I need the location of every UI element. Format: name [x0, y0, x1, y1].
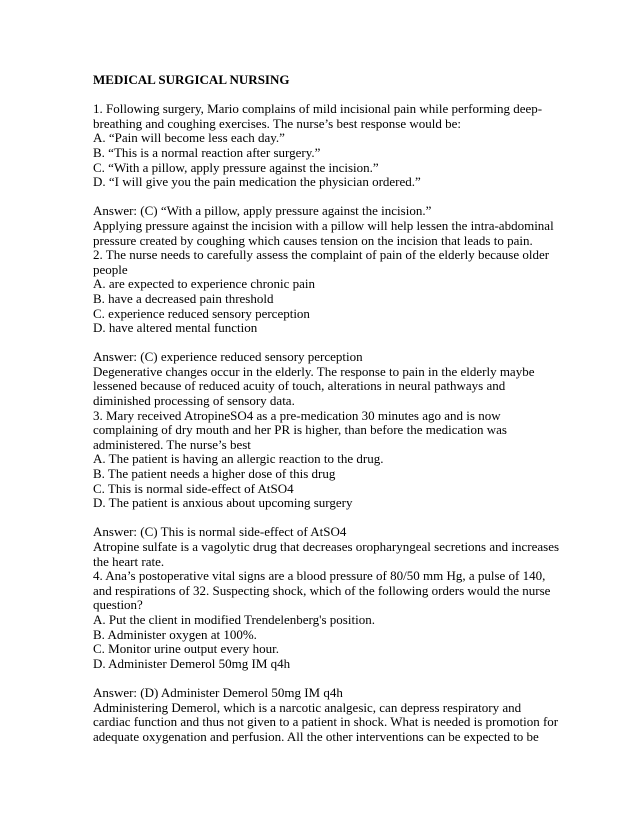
paragraph-gap [93, 511, 553, 526]
text-line: 3. Mary received AtropineSO4 as a pre-medication 30 minutes ago and is now [93, 407, 501, 423]
text-line: Answer: (D) Administer Demerol 50mg IM q4h [93, 684, 343, 700]
text-line: 1. Following surgery, Mario complains of mild incisional pain while performing deep- [93, 101, 543, 117]
text-line: A. “Pain will become less each day.” [93, 130, 285, 146]
text-line: lessened because of reduced acuity of touch, alterations in neural pathways and [93, 378, 506, 394]
text-line: C. This is normal side-effect of AtSO4 [93, 480, 294, 496]
text-line: D. have altered mental function [93, 320, 258, 336]
text-line: B. have a decreased pain threshold [93, 290, 274, 306]
text-line: people [93, 261, 128, 277]
text-line: question? [93, 597, 143, 613]
text-line: B. “This is a normal reaction after surgery.” [93, 144, 321, 160]
text-line: C. Monitor urine output every hour. [93, 641, 279, 657]
text-line: D. Administer Demerol 50mg IM q4h [93, 655, 291, 671]
text-line: complaining of dry mouth and her PR is higher, than before the medication was [93, 422, 507, 438]
text-line: Administering Demerol, which is a narcotic analgesic, can depress respiratory and [93, 699, 522, 715]
document-text [93, 101, 560, 744]
text-line: C. “With a pillow, apply pressure against the incision.” [93, 159, 379, 175]
text-line: pressure created by coughing which causes tension on the incision that leads to pain. [93, 232, 533, 248]
text-line: adequate oxygenation and perfusion. All the other interventions can be expected to be [93, 728, 539, 744]
document-body [93, 72, 560, 744]
text-line: and respirations of 32. Suspecting shock, which of the following orders would the nurse [93, 582, 551, 598]
text-line: Applying pressure against the incision with a pillow will help lessen the intra-abdominal [93, 217, 554, 233]
text-line: Degenerative changes occur in the elderly. The response to pain in the elderly maybe [93, 363, 535, 379]
paragraph-gap [93, 190, 553, 205]
text-line: A. The patient is having an allergic reaction to the drug. [93, 451, 384, 467]
text-line: C. experience reduced sensory perception [93, 305, 310, 321]
text-line: administered. The nurse’s best [93, 436, 251, 452]
text-line: 2. The nurse needs to carefully assess the complaint of pain of the elderly because older [93, 247, 550, 263]
text-line: diminished processing of sensory data. [93, 393, 295, 409]
text-line: Atropine sulfate is a vagolytic drug that decreases oropharyngeal secretions and increases [93, 539, 560, 554]
text-line: D. “I will give you the pain medication the physician ordered.” [93, 174, 421, 190]
text-line: the heart rate. [93, 553, 165, 569]
paragraph-gap [93, 336, 553, 351]
text-line: B. The patient needs a higher dose of this drug [93, 466, 336, 482]
text-line: A. are expected to experience chronic pain [93, 276, 315, 292]
text-line: cardiac function and thus not given to a patient in shock. What is needed is promotion for [93, 714, 559, 730]
text-line: breathing and coughing exercises. The nurse’s best response would be: [93, 115, 461, 131]
text-line: B. Administer oxygen at 100%. [93, 626, 257, 642]
document-title: MEDICAL SURGICAL NURSING [93, 72, 290, 87]
text-line: A. Put the client in modified Trendelenberg's position. [93, 611, 375, 627]
text-line: Answer: (C) This is normal side-effect of AtSO4 [93, 524, 347, 540]
text-line: 4. Ana’s postoperative vital signs are a blood pressure of 80/50 mm Hg, a pulse of 140, [93, 568, 546, 584]
text-line: Answer: (C) experience reduced sensory perception [93, 349, 363, 365]
paragraph-gap [93, 671, 553, 686]
text-line: Answer: (C) “With a pillow, apply pressure against the incision.” [93, 203, 432, 219]
text-line: D. The patient is anxious about upcoming surgery [93, 495, 353, 511]
